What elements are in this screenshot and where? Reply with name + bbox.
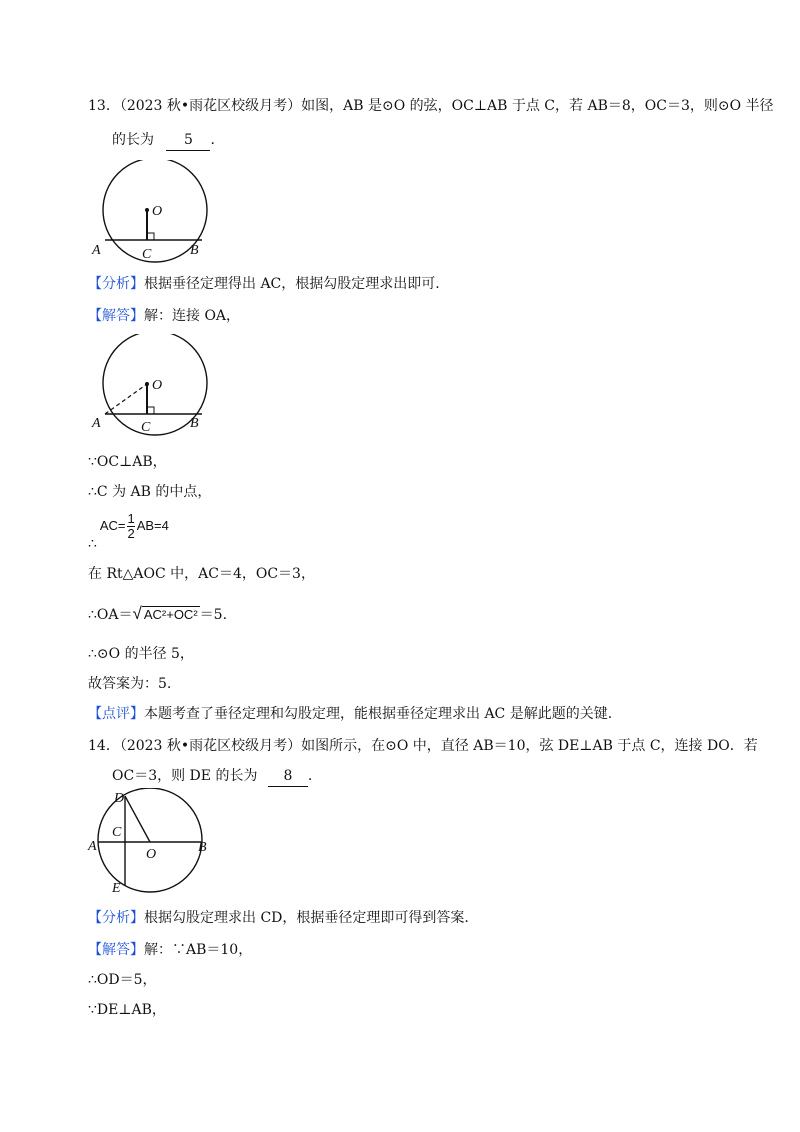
- label-a: A: [92, 243, 101, 258]
- label-o: O: [146, 847, 157, 862]
- label-b: B: [198, 840, 207, 855]
- formula-lhs: AC=: [99, 517, 126, 533]
- q13-stem-period: .: [210, 132, 215, 148]
- q13-step2: ∴C 为 AB 的中点，: [88, 484, 212, 500]
- analysis-tag: 【分析】: [88, 276, 144, 292]
- q13-circle-figure: [86, 160, 216, 264]
- q14-step1: ∴OD＝5，: [88, 972, 157, 988]
- label-o: O: [152, 378, 163, 393]
- q13-answer-blank: 5: [166, 130, 210, 151]
- q13-solution-figure: [86, 334, 216, 438]
- right-angle-mark: [147, 233, 154, 240]
- radicand: AC²+OC²: [143, 607, 198, 622]
- label-b: B: [190, 416, 199, 431]
- step5-result: ＝5.: [199, 607, 228, 623]
- q14-stem-prefix: OC＝3，则 DE 的长为: [112, 768, 258, 784]
- solution-tag: 【解答】: [88, 308, 144, 324]
- q14-answer-blank: 8: [268, 766, 308, 787]
- solution-text: 解：∵AB＝10，: [144, 942, 253, 958]
- q14-stem-line1: 14．（2023 秋•雨花区校级月考）如图所示，在⊙O 中，直径 AB＝10，弦 DE⊥AB 于点 C，连接 DO．若: [88, 738, 758, 754]
- label-c: C: [141, 420, 151, 435]
- q13-step3-formula: [88, 511, 169, 552]
- label-c: C: [112, 825, 122, 840]
- q13-analysis: [88, 274, 440, 294]
- label-a: A: [88, 839, 97, 854]
- q13-step6: ∴⊙O 的半径 5，: [88, 646, 194, 662]
- q13-step5: [88, 604, 227, 625]
- q13-step7: 故答案为：5.: [88, 676, 172, 692]
- q14-step2: ∵DE⊥AB，: [88, 1002, 166, 1018]
- fraction-denominator: 2: [127, 526, 135, 541]
- q14-solution: [88, 940, 252, 960]
- q14-circle-figure: [86, 788, 216, 898]
- center-point-o: [145, 382, 149, 386]
- q14-analysis: [88, 908, 469, 928]
- q13-stem-prefix: 的长为: [112, 132, 154, 148]
- analysis-text: 根据垂径定理得出 AC，根据勾股定理求出即可.: [144, 276, 440, 292]
- q14-stem-line2: [112, 766, 312, 787]
- q13-stem-line2: [112, 130, 215, 151]
- segment-do: [125, 796, 150, 842]
- formula-rhs: AB=4: [136, 517, 169, 533]
- solution-tag: 【解答】: [88, 942, 144, 958]
- center-point-o: [145, 208, 149, 212]
- label-a: A: [92, 416, 101, 431]
- q13-step4: 在 Rt△AOC 中，AC＝4，OC＝3，: [88, 566, 315, 582]
- step5-prefix: ∴OA＝: [88, 607, 133, 623]
- label-o: O: [152, 204, 163, 219]
- label-b: B: [190, 243, 199, 258]
- comment-text: 本题考查了垂径定理和勾股定理，能根据垂径定理求出 AC 是解此题的关键.: [144, 706, 613, 722]
- label-d: D: [114, 791, 125, 806]
- q13-stem-line1: 13．（2023 秋•雨花区校级月考）如图，AB 是⊙O 的弦，OC⊥AB 于点 C，若 AB＝8，OC＝3，则⊙O 半径: [88, 98, 774, 114]
- q13-comment: [88, 704, 612, 724]
- right-angle-mark: [147, 407, 154, 414]
- radical-sign: √: [132, 604, 142, 623]
- q13-step1: ∵OC⊥AB，: [88, 454, 167, 470]
- therefore-symbol: ∴: [88, 535, 97, 552]
- dashed-segment-oa: [105, 384, 147, 414]
- q13-solution: [88, 306, 240, 326]
- solution-text: 解：连接 OA，: [144, 308, 241, 324]
- label-e: E: [112, 881, 121, 896]
- analysis-text: 根据勾股定理求出 CD，根据垂径定理即可得到答案.: [144, 910, 469, 926]
- comment-tag: 【点评】: [88, 706, 144, 722]
- label-c: C: [142, 247, 152, 262]
- fraction-numerator: 1: [127, 511, 135, 526]
- fraction-half: [127, 512, 134, 541]
- q14-stem-period: .: [307, 768, 313, 784]
- analysis-tag: 【分析】: [88, 910, 144, 926]
